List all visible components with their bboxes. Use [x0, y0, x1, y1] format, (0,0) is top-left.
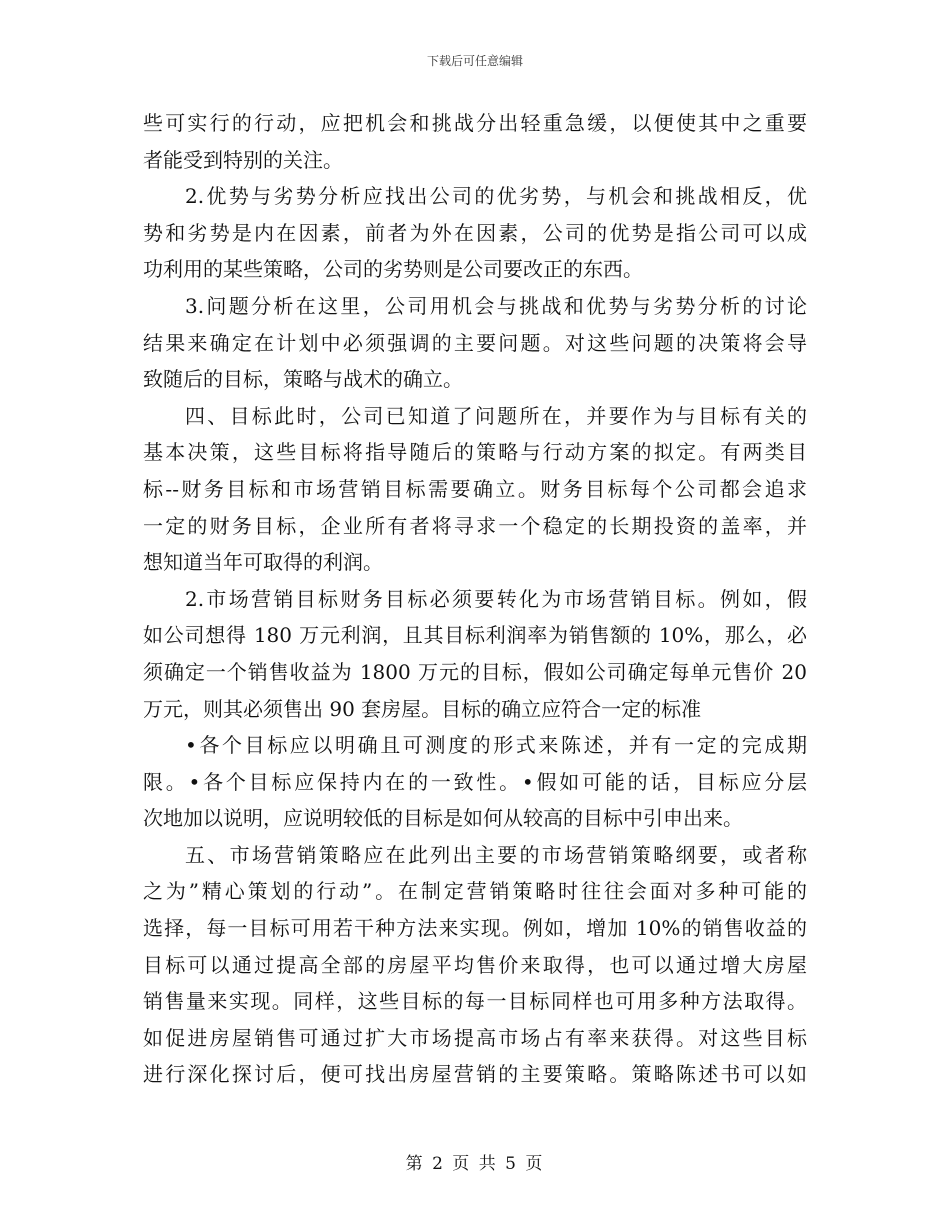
text-line: 2.市场营销目标财务目标必须要转化为市场营销目标。例如，假 [185, 586, 807, 611]
page-footer: 第 2 页 共 5 页 [405, 1154, 545, 1174]
text-line: 万元，则其必须售出 90 套房屋。目标的确立应符合一定的标准 [143, 696, 702, 721]
text-line: 者能受到特别的关注。 [143, 147, 343, 172]
text-line: 进行深化探讨后，便可找出房屋营销的主要策略。策略陈述书可以如 [143, 1062, 807, 1087]
text-line: 些可实行的行动，应把机会和挑战分出轻重急缓，以便使其中之重要 [143, 111, 807, 135]
text-line: 销售量来实现。同样，这些目标的每一目标同样也可用多种方法取得。 [143, 989, 807, 1014]
text-line: 如促进房屋销售可通过扩大市场提高市场占有率来获得。对这些目标 [143, 1025, 807, 1050]
text-line: 之为”精心策划的行动”。在制定营销策略时往往会面对多种可能的 [143, 879, 807, 904]
text-line: 一定的财务目标，企业所有者将寻求一个稳定的长期投资的盖率，并 [143, 513, 807, 538]
text-line: •各个目标应以明确且可测度的形式来陈述，并有一定的完成期 [185, 733, 807, 758]
text-line: 如公司想得 180 万元利润，且其目标利润率为销售额的 10%，那么，必 [143, 623, 807, 648]
text-line: 四、目标此时，公司已知道了问题所在，并要作为与目标有关的 [185, 403, 807, 428]
text-line: 限。•各个目标应保持内在的一致性。•假如可能的话，目标应分层 [143, 769, 807, 794]
text-line: 选择，每一目标可用若干种方法来实现。例如，增加 10%的销售收益的 [143, 916, 807, 941]
document-body [143, 105, 807, 1093]
text-line: 须确定一个销售收益为 1800 万元的目标，假如公司确定每单元售价 20 [143, 659, 807, 684]
text-line: 3.问题分析在这里，公司用机会与挑战和优势与劣势分析的讨论 [185, 293, 807, 318]
text-line: 标--财务目标和市场营销目标需要确立。财务目标每个公司都会追求 [143, 476, 807, 501]
text-line: 次地加以说明，应说明较低的目标是如何从较高的目标中引申出来。 [143, 806, 743, 831]
text-line: 想知道当年可取得的利润。 [143, 550, 383, 575]
text-line: 2.优势与劣势分析应找出公司的优劣势，与机会和挑战相反，优 [185, 184, 807, 209]
text-line: 五、市场营销策略应在此列出主要的市场营销策略纲要，或者称 [185, 842, 807, 867]
text-line: 功利用的某些策略，公司的劣势则是公司要改正的东西。 [143, 257, 643, 282]
text-line: 目标可以通过提高全部的房屋平均售价来取得，也可以通过增大房屋 [143, 952, 807, 977]
text-line: 势和劣势是内在因素，前者为外在因素，公司的优势是指公司可以成 [143, 220, 807, 245]
page-header: 下载后可任意编辑 [426, 54, 523, 68]
text-line: 基本决策，这些目标将指导随后的策略与行动方案的拟定。有两类目 [143, 440, 807, 465]
text-line: 结果来确定在计划中必须强调的主要问题。对这些问题的决策将会导 [143, 330, 807, 355]
text-line: 致随后的目标，策略与战术的确立。 [143, 367, 463, 392]
